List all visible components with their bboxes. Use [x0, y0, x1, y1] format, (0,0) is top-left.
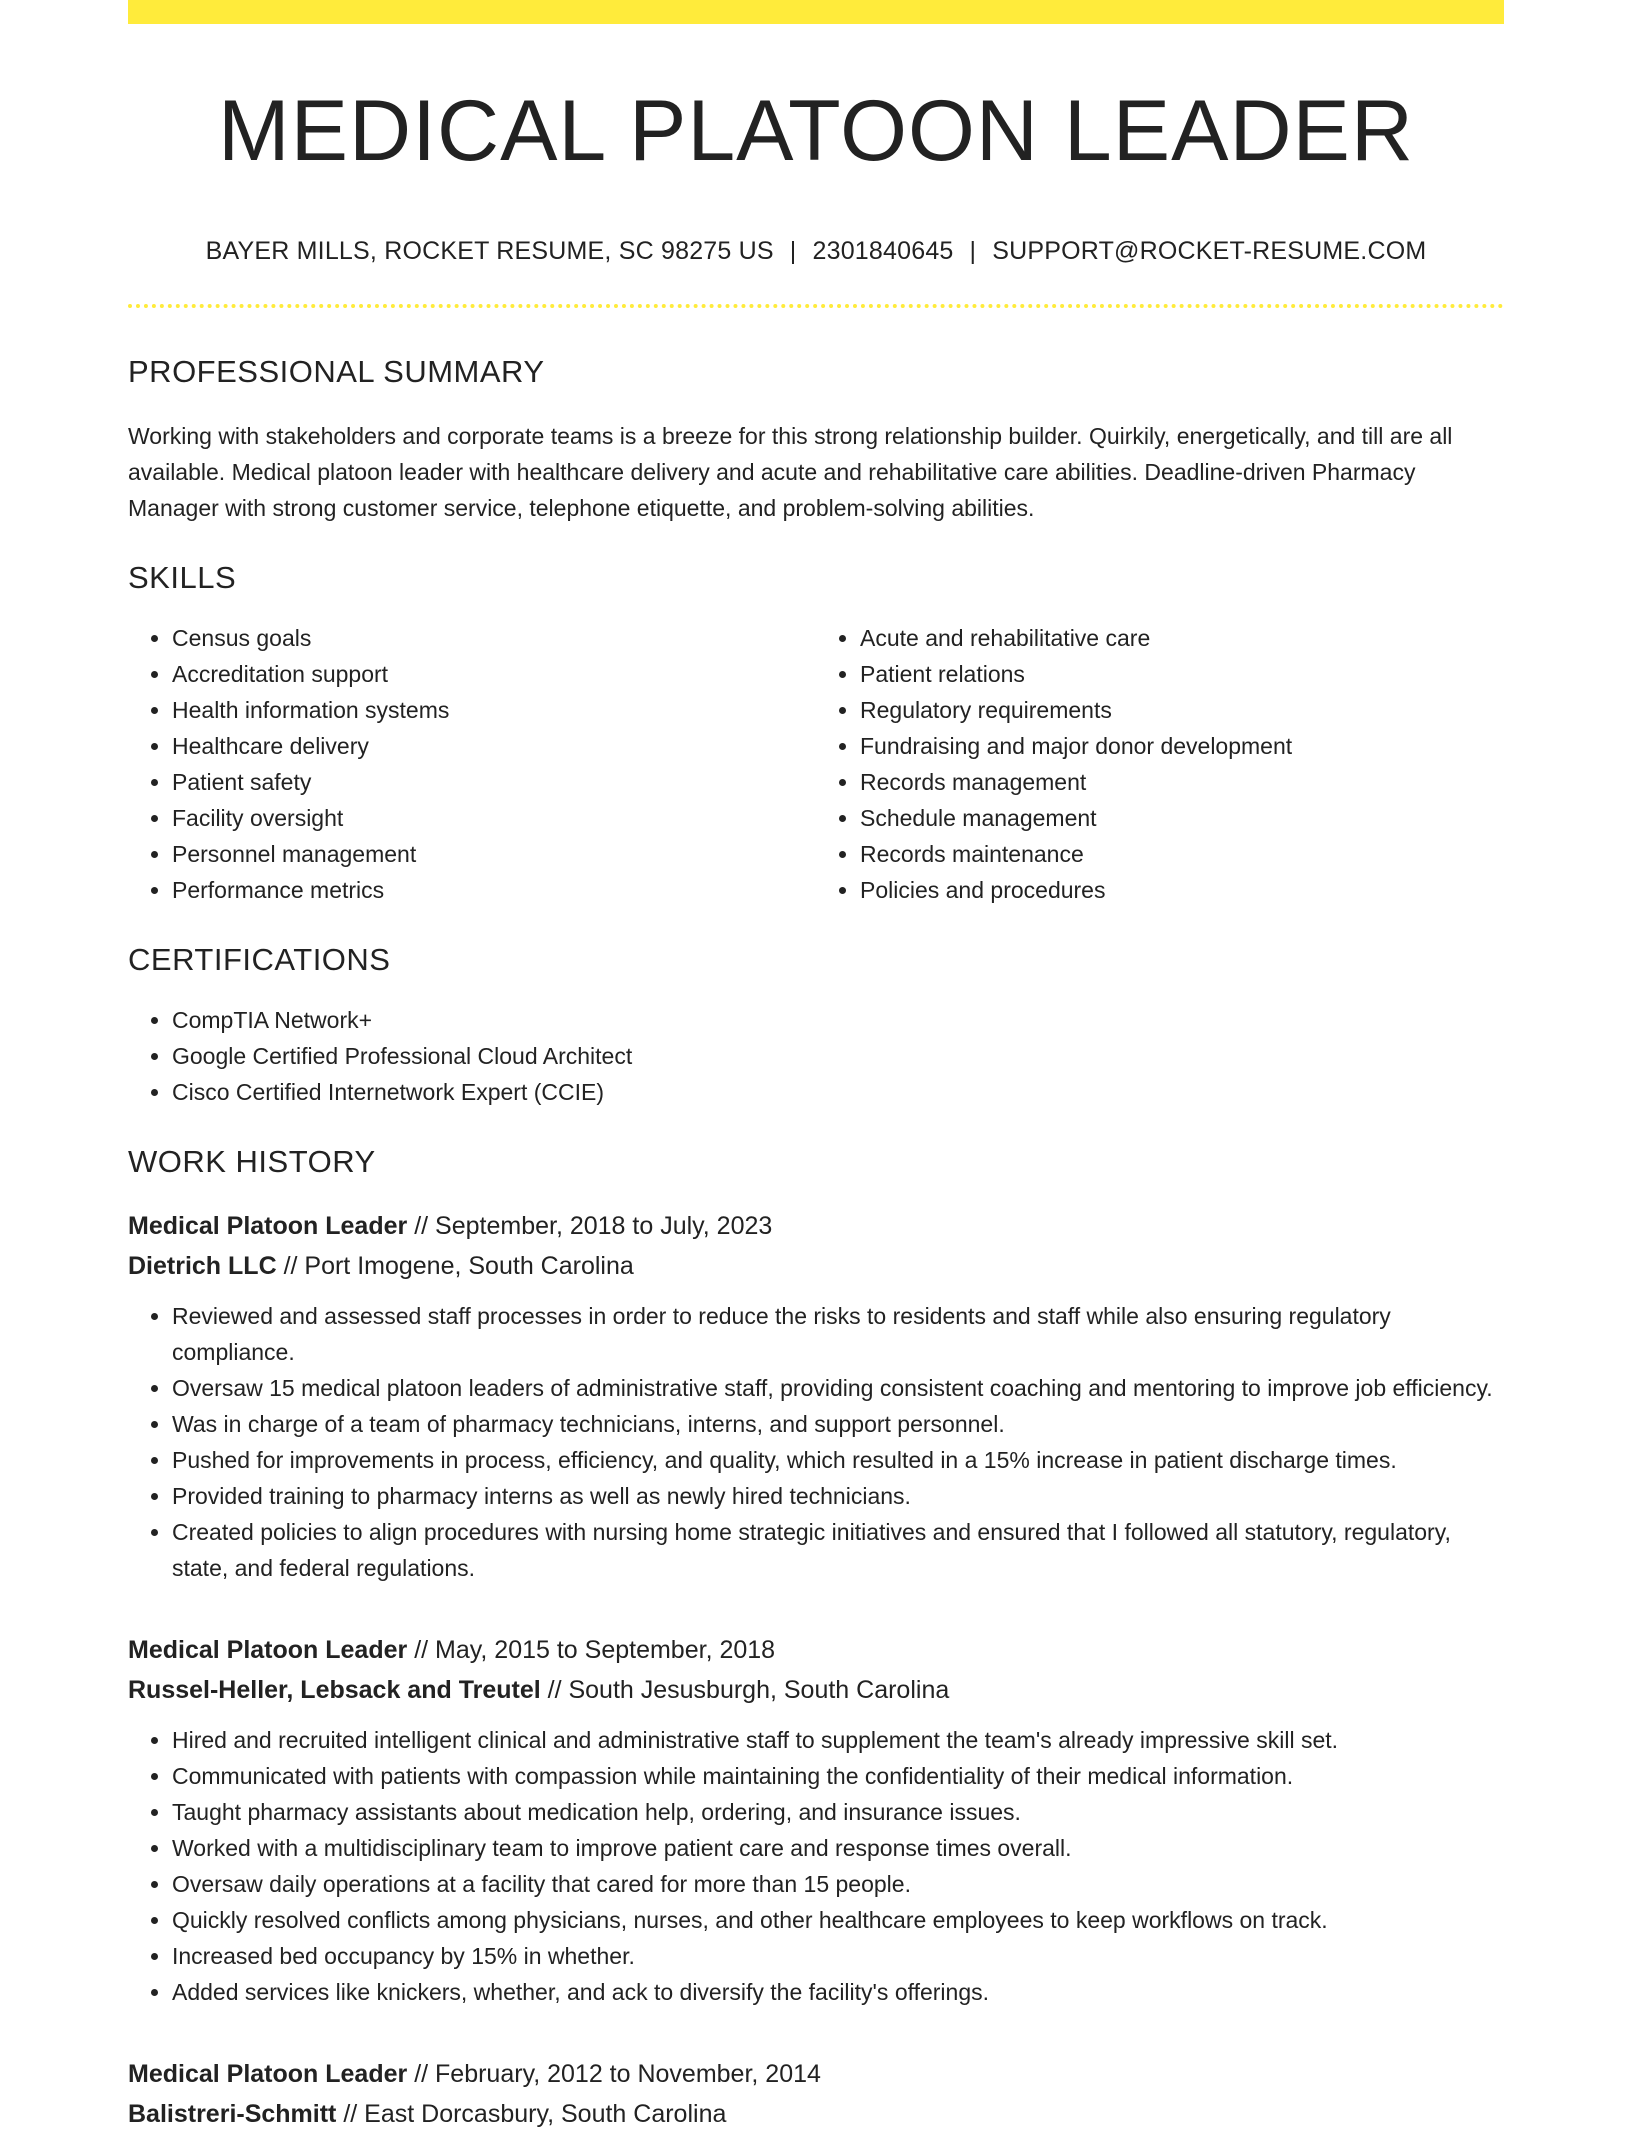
contact-email: SUPPORT@ROCKET-RESUME.COM — [992, 236, 1427, 265]
job-company-line — [128, 2094, 1504, 2134]
job-title-line — [128, 1630, 1504, 1670]
job-company: Dietrich LLC — [128, 1251, 277, 1280]
job-role: Medical Platoon Leader — [128, 1635, 408, 1664]
list-item: • Accreditation support — [172, 656, 816, 692]
skills-section — [128, 560, 1504, 908]
list-item: • CompTIA Network+ — [172, 1002, 1504, 1038]
skills-list-right — [816, 620, 1504, 908]
contact-separator: | — [789, 236, 797, 265]
list-item: • Healthcare delivery — [172, 728, 816, 764]
job-bullet: • Provided training to pharmacy interns as well as newly hired technicians. — [172, 1478, 1504, 1514]
job-bullets — [128, 1722, 1504, 2010]
skills-column-right — [816, 620, 1504, 908]
skills-list-left — [128, 620, 816, 908]
list-item: • Personnel management — [172, 836, 816, 872]
job-bullet: • Increased bed occupancy by 15% in whether. — [172, 1938, 1504, 1974]
list-item: • Health information systems — [172, 692, 816, 728]
job-bullet: • Created policies to align procedures with nursing home strategic initiatives and ensured that I followed all statutory, regulatory, state, and federal regulations. — [172, 1514, 1504, 1586]
contact-phone: 2301840645 — [812, 236, 954, 265]
job-dates: // February, 2012 to November, 2014 — [407, 2059, 821, 2088]
certifications-title: CERTIFICATIONS — [128, 941, 391, 977]
list-item: • Census goals — [172, 620, 816, 656]
job-company-line — [128, 1246, 1504, 1286]
list-item: • Policies and procedures — [860, 872, 1504, 908]
candidate-name: MEDICAL PLATOON LEADER — [217, 83, 1415, 179]
list-item: • Patient relations — [860, 656, 1504, 692]
summary-title: PROFESSIONAL SUMMARY — [128, 353, 545, 389]
job-dates: // September, 2018 to July, 2023 — [407, 1211, 773, 1240]
jobs-container — [128, 1206, 1504, 2134]
job-bullet: • Worked with a multidisciplinary team to improve patient care and response times overall. — [172, 1830, 1504, 1866]
job-bullet: • Pushed for improvements in process, efficiency, and quality, which resulted in a 15% increase in patient discharge times. — [172, 1442, 1504, 1478]
list-item: • Google Certified Professional Cloud Architect — [172, 1038, 1504, 1074]
job-bullet: • Quickly resolved conflicts among physicians, nurses, and other healthcare employees to keep workflows on track. — [172, 1902, 1504, 1938]
job-bullet: • Oversaw 15 medical platoon leaders of administrative staff, providing consistent coaching and mentoring to improve job efficiency. — [172, 1370, 1504, 1406]
list-item: • Facility oversight — [172, 800, 816, 836]
job-title-line — [128, 2054, 1504, 2094]
job-company-line — [128, 1670, 1504, 1710]
job-role: Medical Platoon Leader — [128, 2059, 408, 2088]
summary-text: Working with stakeholders and corporate teams is a breeze for this strong relationship builder. Quirkily, energetically, and till are all available. Medical platoon leader with healthcare delivery and acute and rehabilitative care abilities. Deadline-driven Pharmacy Manager with strong customer service, telephone etiquette, and problem-solving abilities. — [128, 422, 1453, 521]
summary-section — [128, 354, 1504, 526]
list-item: • Records management — [860, 764, 1504, 800]
list-item: • Fundraising and major donor development — [860, 728, 1504, 764]
job-bullet: • Added services like knickers, whether, and ack to diversify the facility's offerings. — [172, 1974, 1504, 2010]
work-history-section — [128, 1144, 1504, 2134]
header-divider — [128, 304, 1504, 308]
job-entry — [128, 2054, 1504, 2134]
job-bullet: • Reviewed and assessed staff processes in order to reduce the risks to residents and staff while also ensuring regulatory compliance. — [172, 1298, 1504, 1370]
job-company: Russel-Heller, Lebsack and Treutel — [128, 1675, 541, 1704]
resume-page — [128, 0, 1504, 2134]
contact-separator: | — [969, 236, 977, 265]
list-item: • Records maintenance — [860, 836, 1504, 872]
skills-title: SKILLS — [128, 559, 237, 595]
contact-line — [128, 237, 1504, 266]
certifications-section — [128, 942, 1504, 1110]
top-accent-bar — [128, 0, 1504, 24]
list-item: • Performance metrics — [172, 872, 816, 908]
job-role: Medical Platoon Leader — [128, 1211, 408, 1240]
contact-address: BAYER MILLS, ROCKET RESUME, SC 98275 US — [205, 236, 774, 265]
job-title-line — [128, 1206, 1504, 1246]
job-bullet: • Oversaw daily operations at a facility that cared for more than 15 people. — [172, 1866, 1504, 1902]
skills-column-left — [128, 620, 816, 908]
list-item: • Schedule management — [860, 800, 1504, 836]
job-bullet: • Was in charge of a team of pharmacy technicians, interns, and support personnel. — [172, 1406, 1504, 1442]
job-bullet: • Communicated with patients with compassion while maintaining the confidentiality of their medical information. — [172, 1758, 1504, 1794]
work-history-title: WORK HISTORY — [128, 1143, 376, 1179]
job-bullet: • Taught pharmacy assistants about medication help, ordering, and insurance issues. — [172, 1794, 1504, 1830]
skills-grid — [128, 620, 1504, 908]
list-item: • Patient safety — [172, 764, 816, 800]
job-entry — [128, 1206, 1504, 1586]
list-item: • Regulatory requirements — [860, 692, 1504, 728]
job-bullets — [128, 1298, 1504, 1586]
list-item: • Cisco Certified Internetwork Expert (CCIE) — [172, 1074, 1504, 1110]
list-item: • Acute and rehabilitative care — [860, 620, 1504, 656]
job-location: // East Dorcasbury, South Carolina — [336, 2099, 727, 2128]
job-company: Balistreri-Schmitt — [128, 2099, 337, 2128]
job-location: // South Jesusburgh, South Carolina — [540, 1675, 950, 1704]
job-entry — [128, 1630, 1504, 2010]
job-location: // Port Imogene, South Carolina — [276, 1251, 634, 1280]
certifications-list — [128, 1002, 1504, 1110]
job-dates: // May, 2015 to September, 2018 — [407, 1635, 776, 1664]
job-bullet: • Hired and recruited intelligent clinical and administrative staff to supplement the team's already impressive skill set. — [172, 1722, 1504, 1758]
